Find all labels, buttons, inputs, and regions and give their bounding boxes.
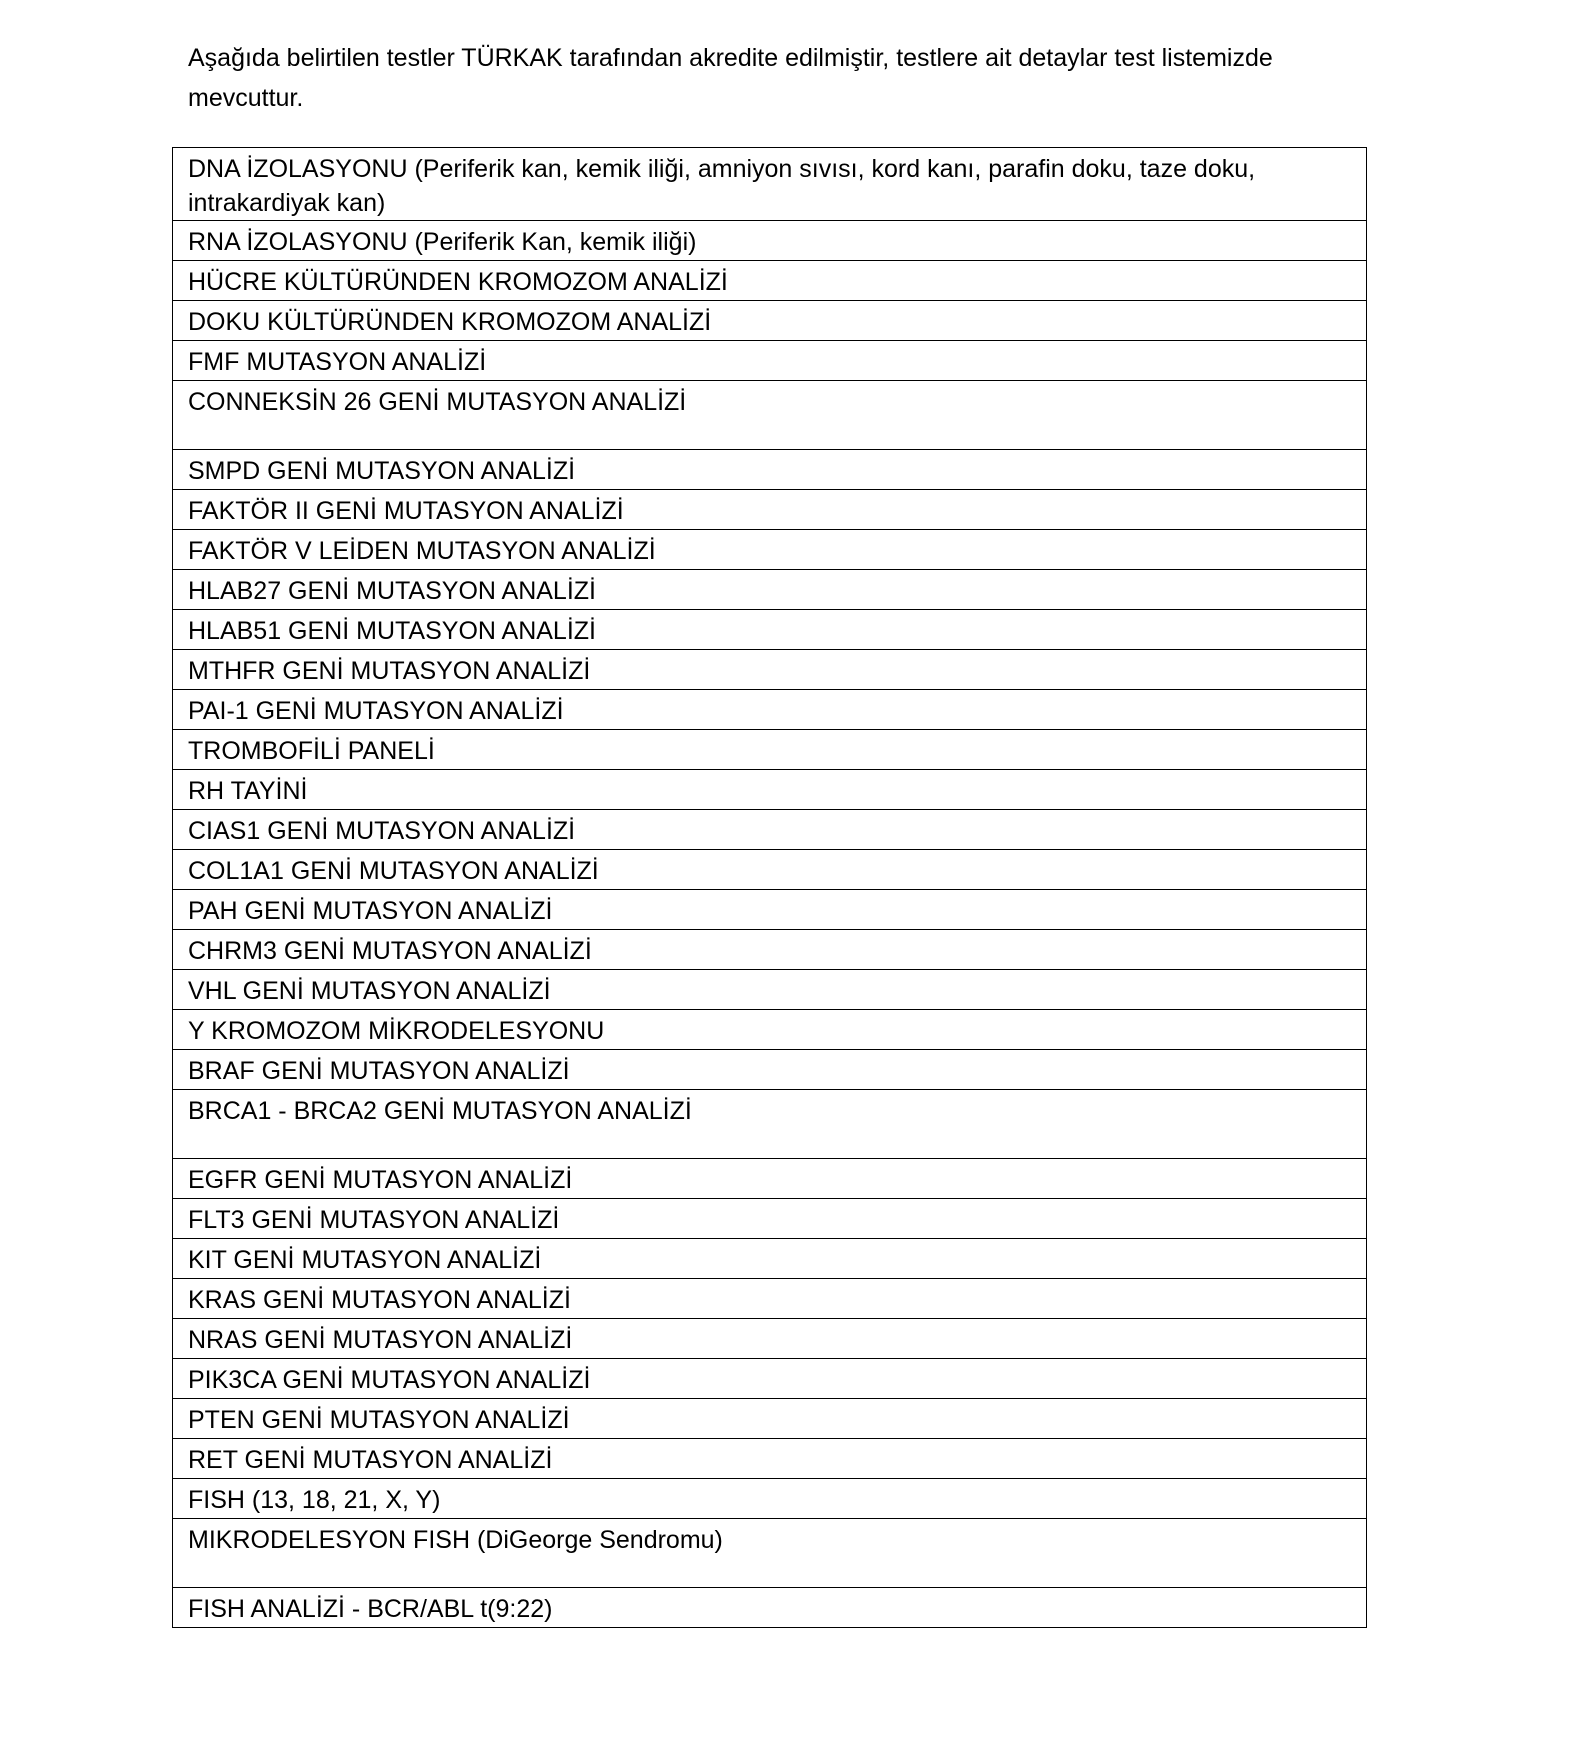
- test-name-cell: PAH GENİ MUTASYON ANALİZİ: [173, 890, 1367, 930]
- test-name-cell: FISH ANALİZİ - BCR/ABL t(9:22): [173, 1588, 1367, 1628]
- test-name-cell: EGFR GENİ MUTASYON ANALİZİ: [173, 1159, 1367, 1199]
- table-row: [173, 1479, 1367, 1519]
- table-row: [173, 1359, 1367, 1399]
- test-name-cell: SMPD GENİ MUTASYON ANALİZİ: [173, 450, 1367, 490]
- test-name-cell: MTHFR GENİ MUTASYON ANALİZİ: [173, 650, 1367, 690]
- table-row: [173, 650, 1367, 690]
- test-name-cell: CIAS1 GENİ MUTASYON ANALİZİ: [173, 810, 1367, 850]
- test-name-cell: PTEN GENİ MUTASYON ANALİZİ: [173, 1399, 1367, 1439]
- table-row: [173, 1588, 1367, 1628]
- table-row: [173, 1519, 1367, 1588]
- table-row: [173, 1199, 1367, 1239]
- test-name-cell: RNA İZOLASYONU (Periferik Kan, kemik iliği): [173, 221, 1367, 261]
- table-row: [173, 570, 1367, 610]
- table-row: [173, 341, 1367, 381]
- test-name-cell: Y KROMOZOM MİKRODELESYONU: [173, 1010, 1367, 1050]
- test-name-cell: CHRM3 GENİ MUTASYON ANALİZİ: [173, 930, 1367, 970]
- table-row: [173, 1050, 1367, 1090]
- test-name-cell: DOKU KÜLTÜRÜNDEN KROMOZOM ANALİZİ: [173, 301, 1367, 341]
- table-row: [173, 530, 1367, 570]
- table-row: [173, 490, 1367, 530]
- table-row: [173, 970, 1367, 1010]
- test-name-cell: BRCA1 - BRCA2 GENİ MUTASYON ANALİZİ: [173, 1090, 1367, 1159]
- table-row: [173, 1010, 1367, 1050]
- test-name-cell: CONNEKSİN 26 GENİ MUTASYON ANALİZİ: [173, 381, 1367, 450]
- test-rows: [173, 148, 1367, 1628]
- test-name-cell: FMF MUTASYON ANALİZİ: [173, 341, 1367, 381]
- accredited-tests-table: [172, 147, 1367, 1628]
- table-row: [173, 221, 1367, 261]
- test-name-cell: FLT3 GENİ MUTASYON ANALİZİ: [173, 1199, 1367, 1239]
- table-row: [173, 810, 1367, 850]
- table-row: [173, 301, 1367, 341]
- test-name-cell: FAKTÖR V LEİDEN MUTASYON ANALİZİ: [173, 530, 1367, 570]
- table-row: [173, 1090, 1367, 1159]
- table-row: [173, 690, 1367, 730]
- table-row: [173, 1279, 1367, 1319]
- test-name-cell: RH TAYİNİ: [173, 770, 1367, 810]
- test-name-cell: NRAS GENİ MUTASYON ANALİZİ: [173, 1319, 1367, 1359]
- test-name-cell: VHL GENİ MUTASYON ANALİZİ: [173, 970, 1367, 1010]
- test-name-cell: DNA İZOLASYONU (Periferik kan, kemik iliği, amniyon sıvısı, kord kanı, parafin doku, taze doku, intrakardiyak kan): [173, 148, 1367, 221]
- test-name-cell: RET GENİ MUTASYON ANALİZİ: [173, 1439, 1367, 1479]
- table-row: [173, 610, 1367, 650]
- table-row: [173, 261, 1367, 301]
- test-name-cell: KIT GENİ MUTASYON ANALİZİ: [173, 1239, 1367, 1279]
- test-name-cell: MIKRODELESYON FISH (DiGeorge Sendromu): [173, 1519, 1367, 1588]
- test-name-cell: BRAF GENİ MUTASYON ANALİZİ: [173, 1050, 1367, 1090]
- table-row: [173, 1439, 1367, 1479]
- table-row: [173, 730, 1367, 770]
- test-name-cell: KRAS GENİ MUTASYON ANALİZİ: [173, 1279, 1367, 1319]
- table-row: [173, 1319, 1367, 1359]
- table-row: [173, 770, 1367, 810]
- test-name-cell: TROMBOFİLİ PANELİ: [173, 730, 1367, 770]
- table-row: [173, 450, 1367, 490]
- test-name-cell: PAI-1 GENİ MUTASYON ANALİZİ: [173, 690, 1367, 730]
- table-row: [173, 1159, 1367, 1199]
- table-row: [173, 1399, 1367, 1439]
- table-row: [173, 850, 1367, 890]
- test-name-cell: COL1A1 GENİ MUTASYON ANALİZİ: [173, 850, 1367, 890]
- table-row: [173, 1239, 1367, 1279]
- test-name-cell: FAKTÖR II GENİ MUTASYON ANALİZİ: [173, 490, 1367, 530]
- table-row: [173, 930, 1367, 970]
- test-name-cell: HÜCRE KÜLTÜRÜNDEN KROMOZOM ANALİZİ: [173, 261, 1367, 301]
- test-name-cell: PIK3CA GENİ MUTASYON ANALİZİ: [173, 1359, 1367, 1399]
- table-row: [173, 890, 1367, 930]
- test-name-cell: HLAB51 GENİ MUTASYON ANALİZİ: [173, 610, 1367, 650]
- table-row: [173, 381, 1367, 450]
- table-row: [173, 148, 1367, 221]
- test-name-cell: HLAB27 GENİ MUTASYON ANALİZİ: [173, 570, 1367, 610]
- test-name-cell: FISH (13, 18, 21, X, Y): [173, 1479, 1367, 1519]
- intro-paragraph: Aşağıda belirtilen testler TÜRKAK tarafından akredite edilmiştir, testlere ait detaylar test listemizde mevcuttur.: [188, 44, 1273, 112]
